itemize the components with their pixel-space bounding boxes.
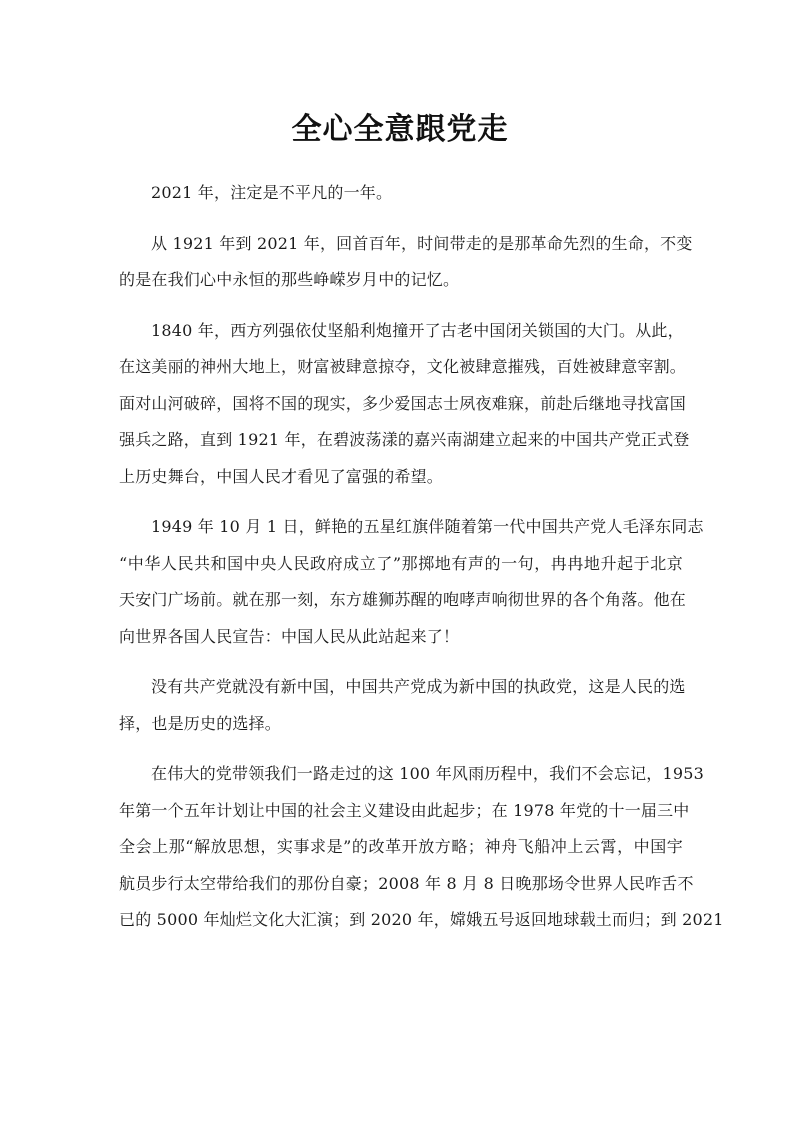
paragraph-line: 航员步行太空带给我们的那份自豪；2008 年 8 月 8 日晚那场令世界人民咋舌不 (119, 873, 694, 893)
paragraph-line: 天安门广场前。就在那一刻，东方雄狮苏醒的咆哮声响彻世界的各个角落。他在 (119, 590, 687, 609)
paragraph-line: 向世界各国人民宣告：中国人民从此站起来了！ (119, 626, 460, 646)
paragraph-line: 上历史舞台，中国人民才看见了富强的希望。 (119, 466, 444, 486)
paragraph-line: 的是在我们心中永恒的那些峥嵘岁月中的记忆。 (119, 270, 460, 289)
paragraph-line: 强兵之路，直到 1921 年，在碧波荡漾的嘉兴南湖建立起来的中国共产党正式登 (119, 430, 690, 449)
document-body (119, 175, 724, 953)
paragraph-4 (119, 509, 704, 655)
paragraph-line: 在伟大的党带领我们一路走过的这 100 年风雨历程中，我们不会忘记，1953 (151, 764, 705, 783)
paragraph-line: 1949 年 10 月 1 日，鲜艳的五星红旗伴随着第一代中国共产党人毛泽东同志 (151, 517, 704, 536)
paragraph-line: 没有共产党就没有新中国，中国共产党成为新中国的执政党，这是人民的选 (151, 677, 686, 696)
paragraph-1 (119, 175, 683, 212)
paragraph-3 (119, 313, 690, 496)
paragraph-line: 1840 年，西方列强依仗坚船利炮撞开了古老中国闭关锁国的大门。从此， (151, 320, 684, 340)
paragraph-line: 年第一个五年计划让中国的社会主义建设由此起步；在 1978 年党的十一届三中 (119, 800, 690, 820)
paragraph-5 (119, 669, 686, 742)
paragraph-line: 从 1921 年到 2021 年，回首百年，时间带走的是那革命先烈的生命，不变 (151, 233, 693, 253)
paragraph-6 (119, 756, 724, 939)
paragraph-2 (119, 226, 693, 299)
paragraph-line: 面对山河破碎，国将不国的现实，多少爱国志士夙夜难寐，前赴后继地寻找富国 (119, 393, 687, 413)
document-title: 全心全意跟党走 (291, 112, 509, 147)
paragraph-line: 全会上那“解放思想，实事求是”的改革开放方略；神舟飞船冲上云霄，中国宇 (119, 837, 683, 856)
paragraph-line: “中华人民共和国中央人民政府成立了”那掷地有声的一句，冉冉地升起于北京 (119, 553, 683, 573)
paragraph-line: 已的 5000 年灿烂文化大汇演；到 2020 年，嫦娥五号返回地球载土而归；到 2021 (119, 910, 724, 929)
paragraph-line: 择，也是历史的选择。 (119, 713, 282, 733)
paragraph-line: 2021 年，注定是不平凡的一年。 (151, 183, 393, 202)
paragraph-line: 在这美丽的神州大地上，财富被肆意掠夺，文化被肆意摧残，百姓被肆意宰割。 (119, 357, 687, 376)
